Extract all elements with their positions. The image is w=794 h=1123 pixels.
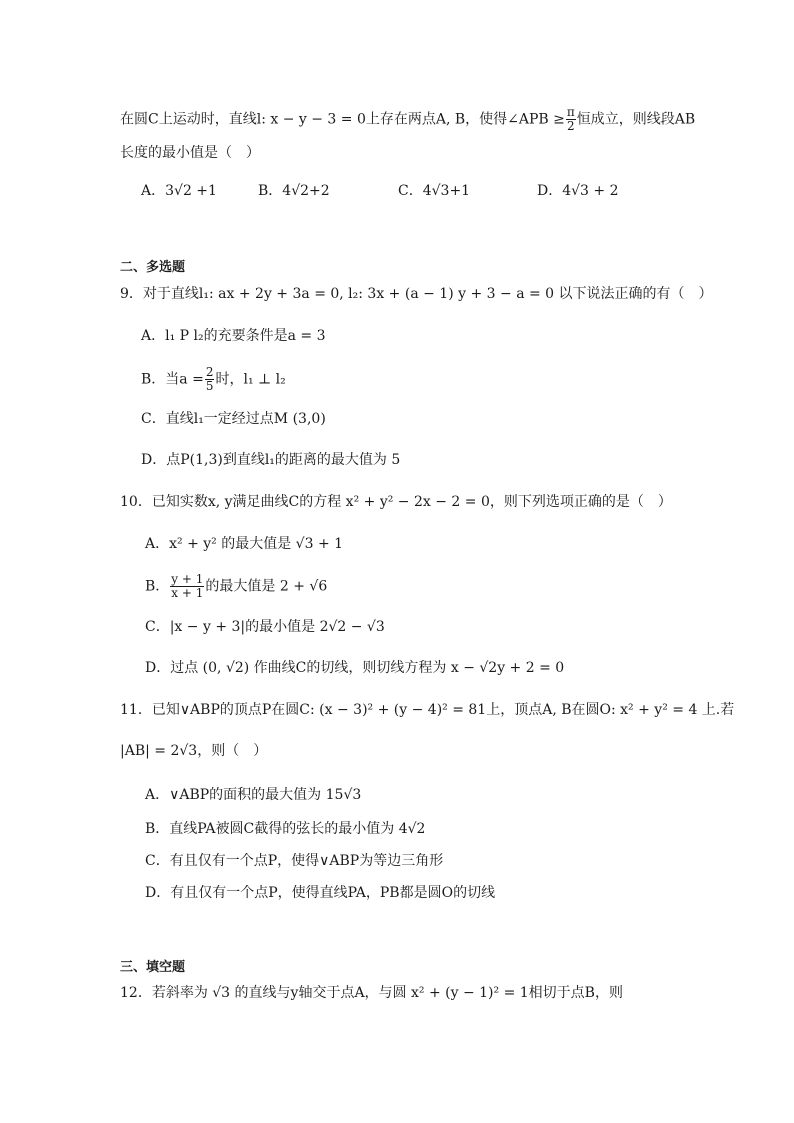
q10-option-b-post: 的最大值是 2 + √6 bbox=[205, 578, 328, 595]
q11-line2: |AB| = 2√3，则（ ） bbox=[120, 743, 268, 759]
q9-stem: 9．对于直线l₁: ax + 2y + 3a = 0, l₂: 3x + (a − 1) y + 3 − a = 0 以下说法正确的有（ ） bbox=[120, 286, 713, 302]
q10-stem: 10．已知实数x, y满足曲线C的方程 x² + y² − 2x − 2 = 0，则下列选项正确的是（ ） bbox=[120, 494, 672, 510]
q9-option-a: A．l₁ P l₂的充要条件是a = 3 bbox=[141, 328, 326, 344]
q8-line1-end: 恒成立，则线段AB bbox=[576, 111, 696, 128]
q10-option-b-fraction bbox=[170, 573, 204, 600]
q8-fraction bbox=[566, 106, 576, 133]
q8-option-a: A．3√2 +1 bbox=[141, 183, 217, 199]
q9-option-b-fraction bbox=[205, 366, 215, 393]
q10-option-a: A．x² + y² 的最大值是 √3 + 1 bbox=[145, 536, 344, 552]
q10-option-d: D．过点 (0, √2) 作曲线C的切线，则切线方程为 x − √2y + 2 = 0 bbox=[145, 660, 565, 676]
q8-option-c: C．4√3+1 bbox=[398, 183, 471, 199]
q9-option-c: C．直线l₁一定经过点M (3,0) bbox=[141, 411, 326, 427]
q11-option-d: D．有且仅有一个点P，使得直线PA，PB都是圆O的切线 bbox=[145, 885, 496, 901]
q9-b-frac-den: 5 bbox=[205, 379, 214, 393]
q8-line2: 长度的最小值是（ ） bbox=[120, 145, 260, 161]
q9-option-b bbox=[141, 366, 286, 393]
section2-title: 二、多选题 bbox=[120, 260, 186, 275]
q10-b-frac-den: x + 1 bbox=[171, 586, 204, 600]
q11-option-b: B．直线PA被圆C截得的弦长的最小值为 4√2 bbox=[145, 821, 426, 837]
q8-line1-text: 在圆C上运动时，直线l: x − y − 3 = 0上存在两点A, B，使得∠APB ≥ bbox=[120, 111, 565, 128]
q10-option-b bbox=[145, 573, 327, 600]
q8-frac-num: π bbox=[566, 105, 575, 119]
q9-option-b-pre: B．当a = bbox=[141, 371, 204, 388]
q10-option-c: C．|x − y + 3|的最小值是 2√2 − √3 bbox=[145, 619, 385, 635]
q12-stem: 12．若斜率为 √3 的直线与y轴交于点A，与圆 x² + (y − 1)² = 1相切于点B，则 bbox=[120, 985, 623, 1001]
q9-option-d: D．点P(1,3)到直线l₁的距离的最大值为 5 bbox=[141, 452, 401, 468]
q10-option-b-pre: B． bbox=[145, 578, 170, 595]
q8-option-d: D．4√3 + 2 bbox=[537, 183, 619, 199]
q9-b-frac-num: 2 bbox=[205, 365, 214, 379]
q8-line1 bbox=[120, 106, 695, 133]
q11-option-c: C．有且仅有一个点P，使得∨ABP为等边三角形 bbox=[145, 853, 444, 869]
q8-option-b: B．4√2+2 bbox=[258, 183, 330, 199]
q11-option-a: A．∨ABP的面积的最大值为 15√3 bbox=[145, 787, 362, 803]
section3-title: 三、填空题 bbox=[120, 960, 186, 975]
q8-frac-den: 2 bbox=[567, 119, 575, 133]
q10-b-frac-num: y + 1 bbox=[171, 572, 204, 586]
q11-line1: 11．已知∨ABP的顶点P在圆C: (x − 3)² + (y − 4)² = 81上，顶点A, B在圆O: x² + y² = 4 上.若 bbox=[120, 702, 735, 718]
q9-option-b-post: 时，l₁ ⊥ l₂ bbox=[215, 371, 286, 388]
